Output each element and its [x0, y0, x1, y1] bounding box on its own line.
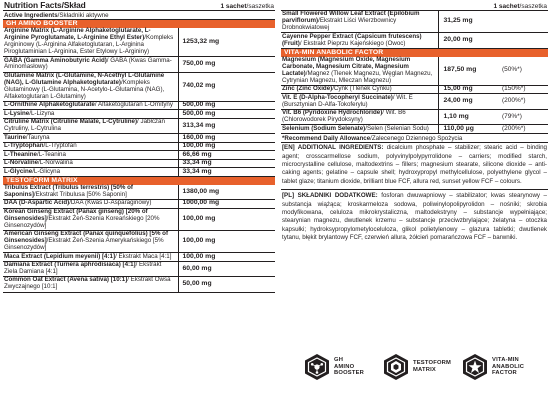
additional-ingredients-pl: [PL] SKŁADNIKI DODATKOWE: fosforan dwuwapniowy – stabilizator; kwas stearynowy – substancja wiążąca; kroskarmeloza sodowa, poliwinylopolipyrolidon – nośniki; skrobia modyfikowana, celuloza mikrokrystaliczna, maltodekstryny – substancje wypełniające; stearynian magnezu, dwutlenek krzemu – substancje przeciwzbrylające; żelatyna – otoczka kapsułki; hydroksypropylometyloceluloza, glikol polietylenowy – glazura tabletki; dwutlenek tytanu, błękit brylantowy FCF, czerwień allura, żółcień pomarańczowa FCF – barwniki. — [282, 192, 547, 242]
table-row — [281, 57, 548, 86]
left-sections — [3, 20, 275, 293]
rda-note: *Recommend Daily Allowance/Zalecenego Dziennego Spożycia — [281, 134, 548, 143]
ingredient-name-pl: /L-Tryptofan — [43, 142, 77, 150]
table-row — [3, 230, 275, 252]
ingredient-name — [281, 94, 438, 109]
table-row — [3, 101, 275, 110]
ingredient-name-pl: /L-Lizyna — [29, 109, 55, 117]
facts-title: Nutrition Facts/Skład — [4, 0, 86, 10]
badge-testoform-matrix: TESTOFORM MATRIX — [382, 338, 454, 396]
ingredient-rda-percent: (79%*) — [500, 109, 548, 124]
ingredient-name-pl: / Alfaketoglutaran L-Ornityny — [94, 101, 173, 109]
table-row — [3, 142, 275, 151]
ingredient-amount: 750,00 mg — [178, 57, 275, 72]
ingredient-amount: 60,00 mg — [178, 261, 275, 276]
serving-size: 1 sachet/saszetka — [220, 3, 274, 10]
ingredients-table — [3, 185, 275, 293]
ingredient-name-en: American Ginseng Extract (Panax quinquefolius) [5% of Ginsenosides] — [4, 230, 168, 245]
ingredient-name — [281, 109, 438, 124]
badge-gh-amino-booster: GH AMINO BOOSTER — [303, 338, 375, 396]
ingredient-amount: 31,25 mg — [438, 11, 500, 33]
right-column — [281, 0, 548, 243]
ingredient-name-en: GABA (Gamma Aminobutyric Acid) — [4, 56, 107, 64]
ingredient-amount: 33,34 mg — [178, 159, 275, 168]
ingredient-name-en: Selenium (Sodium Selenate) — [282, 124, 366, 132]
facts-header — [3, 0, 275, 11]
table-row — [3, 28, 275, 57]
ingredient-name-en: L-Glycine — [4, 167, 33, 175]
table-row — [281, 125, 548, 134]
ingredient-name-en: DAA (D-Aspartic Acid) — [4, 199, 70, 207]
ingredient-rda-percent — [500, 33, 548, 48]
table-row — [3, 57, 275, 72]
ingredient-amount: 500,00 mg — [178, 110, 275, 119]
ingredient-name-en: Cayenne Pepper Extract (Capsicum frutescens) (Fruit) — [282, 32, 422, 47]
table-row — [281, 11, 548, 33]
table-row — [281, 94, 548, 109]
ingredient-name — [3, 159, 178, 168]
ingredient-name-pl: /Cynk (Tlenek Cynku) — [332, 85, 392, 93]
ingredient-name-en: Arginine Matrix (L-Arginine Alphaketoglutarate, L-Arginine Pyroglutamate, L-Arginine Ethyl Ester) — [4, 27, 151, 42]
gh-amino-booster-icon — [303, 353, 331, 381]
ingredient-amount: 110,00 µg — [438, 125, 500, 134]
ingredient-name — [3, 208, 178, 230]
ingredient-name-en: Citruline Matrix (Citruline Malate, L-Cytruline) — [4, 118, 138, 126]
ingredient-name-en: Glutamine Matrix (L-Glutamine, N-Acethyl L-Glutamine (NAG), L-Glutamine Alphaketoglutarate) — [4, 71, 165, 86]
left-column — [3, 0, 275, 293]
ingredient-name — [3, 185, 178, 200]
ingredient-name-pl: /L-Norwalina — [38, 159, 73, 167]
ingredient-amount: 1000,00 mg — [178, 200, 275, 209]
table-row — [3, 168, 275, 177]
ingredient-name-pl: / GABA (Kwas Gamma-Aminomasłowy) — [4, 56, 172, 71]
ingredient-name-pl: /Ekstrakt Żeń-Szenia Koreańskiego [20% Ginsenozydów] — [4, 214, 160, 229]
badges-row — [303, 338, 533, 396]
ingredient-amount: 15,00 mg — [438, 85, 500, 94]
ingredient-name-en: Common Oat Extract (Avena sativa) [10:1] — [4, 276, 128, 284]
ingredient-amount: 20,00 mg — [438, 33, 500, 48]
ingredient-name — [3, 151, 178, 160]
table-row — [3, 277, 275, 292]
ingredient-name-en: Korean Ginseng Extract (Panax ginseng) [20% of Ginsenosides] — [4, 207, 148, 222]
testoform-matrix-icon — [382, 353, 410, 381]
ingredient-name — [3, 28, 178, 57]
ingredient-name-pl: /Kompleks Glutaminowy (L-Glutamina, N-Acetylo-L-Glutamina (NAG), Alfaketoglutaran L-Glutaminy) — [4, 78, 165, 100]
table-row — [3, 253, 275, 262]
active-ingredients-label: Active Ingredients/Składniki aktywne — [3, 11, 275, 20]
ingredient-name-pl: / Wit. B6 (Chlorowodorek Pirydoksyny) — [282, 109, 406, 124]
ingredient-amount: 100,00 mg — [178, 230, 275, 252]
ingredient-amount: 50,00 mg — [178, 277, 275, 292]
ingredient-name-pl: / Ekstrakt Owsa Zwyczajnego [10:1] — [4, 276, 171, 291]
ingredient-name — [3, 277, 178, 292]
ingredient-name — [281, 125, 438, 134]
ingredient-name — [3, 200, 178, 209]
ingredient-name — [3, 134, 178, 143]
ingredient-name — [3, 72, 178, 101]
ingredient-amount: 740,02 mg — [178, 72, 275, 101]
ingredient-name — [3, 168, 178, 177]
ingredient-rda-percent: (200%*) — [500, 125, 548, 134]
ingredient-name-en: Zinc (Zinc Oxide) — [282, 85, 333, 93]
ingredient-name-en: Tribulus Extract (Tribulus terrestris) [50% of Saponins] — [4, 184, 133, 198]
table-row — [281, 85, 548, 94]
ingredient-amount: 160,00 mg — [178, 134, 275, 143]
ingredient-name-en: Magnesium (Magnesium Oxide, Magnesium Carbonate, Magnesium Citrate, Magnesium Lactate) — [282, 56, 411, 77]
ingredient-name-pl: / Jabłczan Cytruliny, L-Cytrulina — [4, 118, 165, 133]
ingredient-rda-percent: (50%*) — [500, 57, 548, 86]
serving-size-right: 1 sachet/saszetka — [493, 3, 547, 10]
ingredient-name — [281, 57, 438, 86]
ingredient-name-pl: /L-Teanina — [37, 150, 66, 158]
table-row — [281, 109, 548, 124]
ingredient-name-pl: /L-Glicyna — [32, 167, 61, 175]
ingredient-name-en: Vit. E (D-Alpha-Tocopheryl Succinate) — [282, 93, 393, 101]
ingredient-amount: 500,00 mg — [178, 101, 275, 110]
ingredient-name-pl: / Wit. E (Bursztynian D-Alfa-Tokoferylu) — [282, 93, 413, 108]
ingredient-name — [3, 110, 178, 119]
ingredient-name — [3, 230, 178, 252]
ingredient-name — [3, 57, 178, 72]
ingredient-name-pl: /Ekstrakt Liści Wierzbownicy Drobnokwiatowej — [282, 17, 397, 32]
ingredient-name-pl: /Magnez (Tlenek Magnezu, Węglan Magnezu, Cytrynian Magnezu, Mleczan Magnezu) — [282, 69, 433, 84]
ingredient-name-pl: /DAA (Kwas D-Asparaginowy) — [69, 199, 152, 207]
ingredient-name — [281, 85, 438, 94]
ingredient-name-en: Taurine — [4, 133, 26, 141]
table-row — [3, 159, 275, 168]
ingredient-amount: 187,50 mg — [438, 57, 500, 86]
ingredient-name — [3, 261, 178, 276]
ingredient-name-pl: /Ekstrakt Żeń-Szenia Amerykańskiego [5% Ginsenozydów] — [4, 237, 164, 252]
ingredient-name-en: L-Norvaline — [4, 159, 39, 167]
ingredient-name-en: Small Flowered Willow Leaf Extract (Epilobium parviflorum) — [282, 10, 420, 25]
ingredients-table — [3, 28, 275, 177]
ingredient-amount: 313,34 mg — [178, 118, 275, 133]
section-header: TESTOFORM MATRIX — [3, 177, 275, 185]
vita-min-table — [281, 57, 548, 134]
ingredient-name-en: Maca Extract (Lepidium meyenii) [4:1] — [4, 252, 116, 260]
ingredient-amount: 1,10 mg — [438, 109, 500, 124]
ingredient-rda-percent: (150%*) — [500, 85, 548, 94]
ingredient-name-en: L-Tryptophan — [4, 142, 44, 150]
ingredient-amount: 24,00 mg — [438, 94, 500, 109]
ingredient-name-pl: /Tauryna — [25, 133, 50, 141]
right-top-table — [281, 11, 548, 49]
table-row — [3, 118, 275, 133]
table-row — [3, 185, 275, 200]
table-row — [3, 134, 275, 143]
vita-min-anabolic-factor-icon — [461, 353, 489, 381]
table-row — [3, 200, 275, 209]
ingredient-name-pl: / Ekstrakt Maca [4:1] — [115, 252, 172, 260]
ingredient-name — [281, 33, 438, 48]
ingredient-amount: 1253,32 mg — [178, 28, 275, 57]
ingredient-amount: 1380,00 mg — [178, 185, 275, 200]
ingredient-name-pl: /Selen (Selenian Sodu) — [365, 124, 429, 132]
ingredient-amount: 100,00 mg — [178, 253, 275, 262]
table-row — [3, 72, 275, 101]
ingredient-name — [281, 11, 438, 33]
table-row — [3, 151, 275, 160]
ingredient-name-pl: / Ekstrakt Pieprzu Kajeńskiego (Owoc) — [299, 39, 406, 47]
ingredient-name — [3, 118, 178, 133]
ingredient-amount: 33,34 mg — [178, 168, 275, 177]
ingredient-name-en: L-Theanine — [4, 150, 38, 158]
table-row — [281, 33, 548, 48]
ingredient-name — [3, 253, 178, 262]
table-row — [3, 261, 275, 276]
section-header-vita-min: VITA-MIN ANABOLIC FACTOR — [281, 49, 548, 57]
ingredient-name-en: L-Lysine — [4, 109, 30, 117]
ingredient-amount: 100,00 mg — [178, 208, 275, 230]
ingredient-rda-percent: (200%*) — [500, 94, 548, 109]
ingredient-name-en: Vit. B6 (Pyridoxine Hydrochloride) — [282, 109, 383, 117]
table-row — [3, 208, 275, 230]
ingredient-name-pl: / Ekstrakt Ziela Damiana [4:1] — [4, 261, 162, 275]
ingredient-name-pl: /Kompleks Argininowy (L-Arginina Alfaketoglutaran, L-Arginina Piroglutaminian L-Arginina, Ester Etylowy L-Argininy) — [4, 34, 174, 56]
ingredient-name-en: Damiana Extract (Turnera aphrodisiaca) [4:1] — [4, 261, 136, 269]
badge-vita-min-anabolic-factor: VITA-MIN ANABOLIC FACTOR — [461, 338, 533, 396]
section-header: GH AMINO BOOSTER — [3, 20, 275, 28]
ingredient-name — [3, 101, 178, 110]
ingredient-amount: 100,00 mg — [178, 142, 275, 151]
ingredient-name — [3, 142, 178, 151]
ingredient-name-pl: /Ekstrakt Tribulusa [50% Saponin] — [33, 190, 127, 198]
table-row — [3, 110, 275, 119]
ingredient-amount: 66,66 mg — [178, 151, 275, 160]
ingredient-name-en: L-Ornithine Alphaketoglutarate — [4, 101, 95, 109]
additional-ingredients-en: [EN] ADDITIONAL INGREDIENTS: dicalcium phosphate – stabilizer; stearic acid – binding agent; crosscarmellose sodium, polyvinylpolypyrrolidone – carriers; modified starch, microcrystalline cellulose, maltodextrins – fillers; magnesium stearate, silicone dioxide – anti-caking agents; gelatine – capsule shell; hydroxypropyl methylcellulose, polyethylene glycol – tablet glaze; titanium dioxide, brilliant blue FCF, allura red, sunset yellow FCF – colours. — [281, 143, 548, 190]
ingredient-rda-percent — [500, 11, 548, 33]
